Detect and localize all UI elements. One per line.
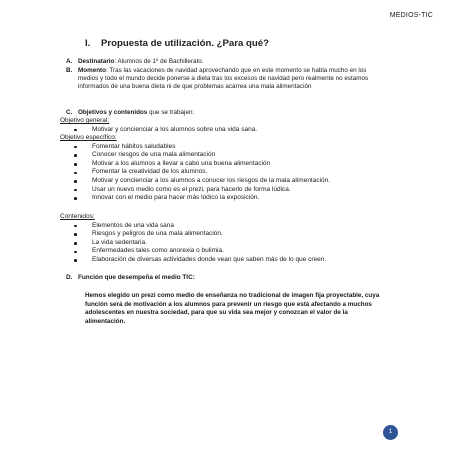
list-item: Motivar a los alumnos a llevar a cabo una buena alimentación — [60, 160, 330, 169]
list-item: Innovar con el medio para hacer más lúdico la exposición. — [60, 194, 330, 203]
list-item: Elementos de una vida sana — [60, 222, 326, 231]
item-d-paragraph: Hemos elegido un prezi como medio de enseñanza no tradicional de imagen fija proyectable, cuya función será de motivación a los alumnos para prevenir un riesgo que está afectando a muchos adolescentes en nuestra sociedad, para que su vida sea mejor y conozcan el valor de la alimentación. — [85, 292, 380, 325]
item-b-key: Momento — [78, 67, 106, 74]
section-title — [85, 38, 269, 49]
item-c-key: Objetivos y contenidos — [78, 109, 148, 116]
item-c — [66, 109, 386, 117]
section-number: I. — [85, 38, 91, 49]
list-item: Conocer riesgos de una mala alimentación — [60, 151, 330, 160]
list-item: La vida sedentaria. — [60, 239, 326, 248]
objetivo-especifico-heading: Objetivo específico: — [60, 134, 117, 141]
objetivo-especifico-section — [60, 134, 330, 203]
list-item: Usar un nuevo medio como es el prezi, para hacerlo de forma lúdica. — [60, 186, 330, 195]
item-d-title — [66, 274, 195, 281]
list-item: Fomentar hábitos saludables — [60, 143, 330, 152]
contenidos-section — [60, 213, 326, 265]
item-b-text: : Tras las vacaciones de navidad aprovechando que en este momento se habla mucho en los medios y todo el mundo decide ponerse a dieta tras los excesos de navidad pero realmente no estamos informados de una buena dieta ni de que problemas acarrea una mala alimentación — [78, 67, 369, 91]
list-item: Motivar y concienciar a los alumnos a conocer los riesgos de la mala alimentación. — [60, 177, 330, 186]
item-b — [66, 67, 388, 92]
page-number-badge: 1 — [383, 425, 398, 440]
list-item: Riesgos y peligros de una mala alimentación. — [60, 230, 326, 239]
objetivo-general-heading: Objetivo general: — [60, 117, 110, 124]
item-c-label: C. — [66, 109, 73, 116]
list-item: Motivar y concienciar a los alumnos sobre una vida sana. — [60, 126, 257, 135]
item-a — [66, 58, 386, 66]
item-a-key: Destinatario — [78, 58, 115, 65]
item-d-label: D. — [66, 274, 73, 281]
section-title-text: Propuesta de utilización. ¿Para qué? — [101, 38, 269, 49]
list-item: Fomentar la creatividad de los alumnos. — [60, 168, 330, 177]
item-a-text: : Alumnos de 1º de Bachillerato. — [114, 58, 204, 65]
item-d-title-text: Función que desempeña el medio TIC: — [78, 274, 195, 281]
list-item: Elaboración de diversas actividades donde vean que saben más de lo que creen. — [60, 256, 326, 265]
list-item: Enfermedades tales como anorexia o bulimia. — [60, 247, 326, 256]
page-header: MEDIOS-TIC — [389, 12, 433, 19]
item-a-label: A. — [66, 58, 73, 65]
item-c-text: que se trabajen: — [147, 109, 195, 116]
contenidos-heading: Contenidos: — [60, 213, 95, 220]
objetivo-general-section — [60, 117, 257, 134]
item-b-label: B. — [66, 67, 73, 74]
